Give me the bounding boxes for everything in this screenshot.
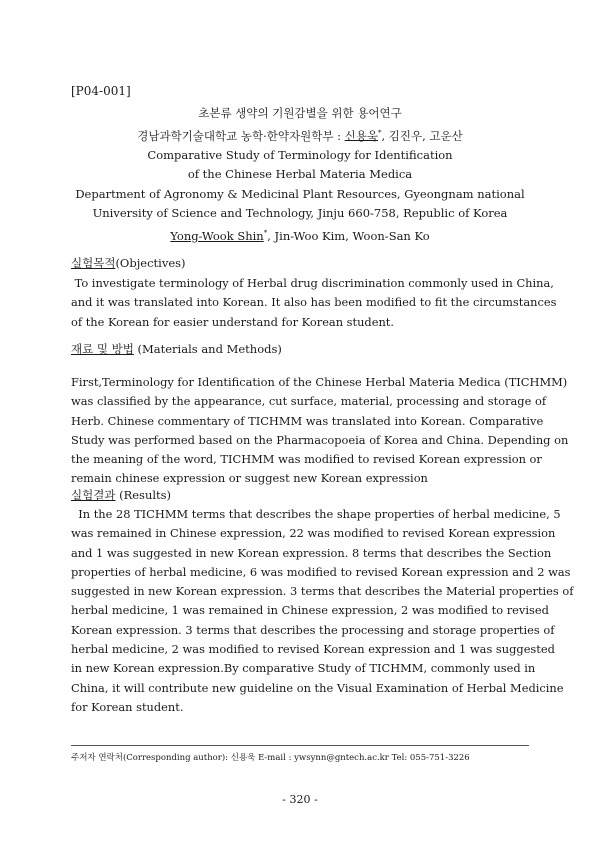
affiliation-korean (60, 124, 540, 146)
results-line: in new Korean expression.By comparative Study of TICHMM, commonly used in (71, 661, 536, 676)
results-line: herbal medicine, 2 was modified to revised Korean expression and 1 was suggested (71, 642, 555, 657)
corresponding-mark-english: * (263, 228, 268, 237)
results-heading-english: (Results) (115, 488, 172, 502)
results-line: In the 28 TICHMM terms that describes the shape properties of herbal medicine, 5 (71, 507, 561, 521)
methods-heading-korean: 재료 및 방법 (71, 342, 134, 356)
results-line: properties of herbal medicine, 6 was modified to revised Korean expression and 2 was (71, 564, 571, 579)
affiliation-korean-prefix: 경남과학기술대학교 농학·한약자원학부 : (137, 128, 345, 143)
results-line: herbal medicine, 1 was remained in Chinese expression, 2 was modified to revised (71, 603, 549, 618)
coauthors-korean: , 김진우, 고운산 (381, 128, 463, 143)
objectives-heading (71, 255, 186, 271)
methods-line: the meaning of the word, TICHMM was modified to revised Korean expression or (71, 452, 542, 467)
corresponding-mark-korean: * (377, 128, 382, 137)
results-line: Korean expression. 3 terms that describes the processing and storage properties of (71, 622, 555, 637)
objectives-line: To investigate terminology of Herbal drug discrimination commonly used in China, (71, 276, 554, 290)
page-number: - 320 - (282, 793, 318, 806)
coauthors-english: , Jin-Woo Kim, Woon-San Ko (267, 228, 430, 243)
methods-heading (71, 341, 282, 357)
methods-line: remain chinese expression or suggest new Korean expression (71, 471, 428, 486)
results-line: and 1 was suggested in new Korean expression. 8 terms that describes the Section (71, 545, 552, 560)
results-line: suggested in new Korean expression. 3 terms that describes the Material properties of (71, 584, 574, 599)
methods-line: was classified by the appearance, cut surface, material, processing and storage of (71, 394, 547, 409)
title-korean: 초본류 생약의 기원감별을 위한 용어연구 (198, 106, 402, 120)
title-english-line-2: of the Chinese Herbal Materia Medica (187, 167, 413, 182)
objectives-heading-korean: 실험목적 (71, 256, 116, 270)
presenting-author-korean: 신용욱 (344, 128, 378, 143)
abstract-header (60, 104, 540, 246)
results-heading-korean: 실험결과 (71, 488, 116, 502)
objectives-heading-english: (Objectives) (115, 256, 186, 270)
authors-english (60, 224, 540, 246)
methods-heading-english: (Materials and Methods) (133, 342, 282, 356)
methods-line: First,Terminology for Identification of the Chinese Herbal Materia Medica (TICHMM) (71, 375, 568, 389)
objectives-body (71, 274, 557, 332)
department-english-line-2: University of Science and Technology, Jinju 660-758, Republic of Korea (92, 206, 508, 221)
results-body (71, 505, 574, 717)
objectives-line: and it was translated into Korean. It also has been modified to fit the circumstances (71, 295, 557, 310)
department-english-line-1: Department of Agronomy & Medicinal Plant Resources, Gyeongnam national (75, 186, 525, 201)
results-line: China, it will contribute new guideline on the Visual Examination of Herbal Medicine (71, 680, 564, 695)
corresponding-author-footnote: 주저자 연락처(Corresponding author): 신용욱 E-mail : ywsynn@gntech.ac.kr Tel: 055-751-3226 (71, 753, 470, 763)
title-english-line-1: Comparative Study of Terminology for Identification (147, 147, 453, 162)
results-line: was remained in Chinese expression, 22 was modified to revised Korean expression (71, 526, 556, 541)
objectives-line: of the Korean for easier understand for Korean student. (71, 314, 395, 329)
methods-line: Herb. Chinese commentary of TICHMM was translated into Korean. Comparative (71, 413, 544, 428)
methods-body (71, 373, 569, 489)
results-line: for Korean student. (71, 699, 184, 714)
presenting-author-english: Yong-Wook Shin (170, 228, 264, 243)
footnote-divider (71, 745, 529, 746)
methods-line: Study was performed based on the Pharmacopoeia of Korea and China. Depending on (71, 432, 569, 447)
abstract-code: [P04-001] (71, 84, 131, 98)
results-heading (71, 487, 171, 503)
